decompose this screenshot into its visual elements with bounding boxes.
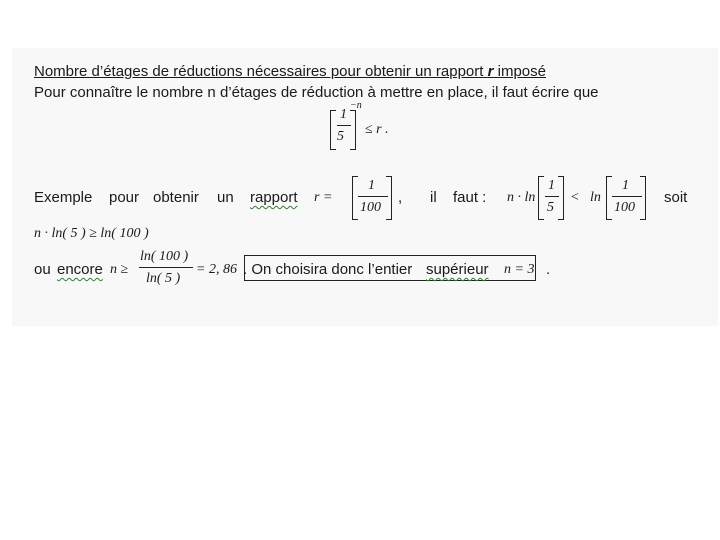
ratio-denominator: 100 (360, 200, 381, 215)
lhs-n-ln: n · ln (507, 190, 536, 205)
heading-suffix: imposé (497, 63, 546, 80)
rhs-right-bracket (640, 176, 646, 220)
rhs-fraction-bar (612, 196, 642, 197)
condition-numerator: 1 (340, 107, 347, 122)
condition-denominator: 5 (337, 129, 344, 144)
lhs-left-bracket (538, 176, 544, 220)
final-value: = 2, 86 (196, 262, 237, 277)
example-word-3: obtenir (153, 189, 199, 206)
example-word-4: un (217, 189, 234, 206)
lhs-fraction-bar (545, 196, 559, 197)
ratio-right-bracket (386, 176, 392, 220)
ratio-left-bracket (352, 176, 358, 220)
lhs-right-bracket (558, 176, 564, 220)
rhs-denominator: 100 (614, 200, 635, 215)
final-numerator: ln( 100 ) (140, 249, 189, 264)
ratio-comma: , (398, 189, 403, 206)
rhs-ln: ln (590, 190, 601, 205)
final-fraction-bar (139, 267, 193, 268)
heading-variable: r (487, 63, 494, 80)
condition-exponent: −n (350, 100, 362, 111)
ratio-numerator: 1 (368, 178, 375, 193)
condition-fraction-bar (337, 125, 351, 126)
intro-paragraph: Pour connaître le nombre n d’étages de réduction à mettre en place, il faut écrire que (34, 84, 599, 101)
condition-left-bracket (330, 110, 336, 150)
word-soit: soit (664, 189, 688, 206)
ratio-fraction-bar (358, 196, 388, 197)
example-word-1: Exemple (34, 189, 93, 206)
section-heading (34, 63, 546, 81)
word-superieur: supérieur (426, 261, 489, 278)
word-il: il (430, 189, 437, 206)
rhs-left-bracket (606, 176, 612, 220)
rapport-word: rapport (250, 189, 298, 206)
less-than: < (570, 190, 580, 205)
lhs-numerator: 1 (548, 178, 555, 193)
lhs-denominator: 5 (547, 200, 554, 215)
inequality-line: n · ln( 5 ) ≥ ln( 100 ) (34, 226, 149, 241)
rhs-numerator: 1 (622, 178, 629, 193)
conclusion-text: . On choisira donc l’entier (243, 261, 413, 278)
word-faut: faut : (453, 189, 487, 206)
word-encore: encore (57, 261, 103, 278)
n-equals-result: n = 3 (504, 262, 535, 277)
example-word-2: pour (109, 189, 140, 206)
heading-text: Nombre d’étages de réductions nécessaires pour obtenir un rapport (34, 63, 484, 80)
r-equals: r = (314, 190, 333, 205)
condition-right-bracket (350, 110, 356, 150)
final-period: . (546, 261, 551, 278)
n-geq: n ≥ (110, 262, 129, 277)
word-ou: ou (34, 261, 51, 278)
condition-relation: ≤ r . (365, 122, 389, 137)
final-denominator: ln( 5 ) (146, 271, 181, 286)
